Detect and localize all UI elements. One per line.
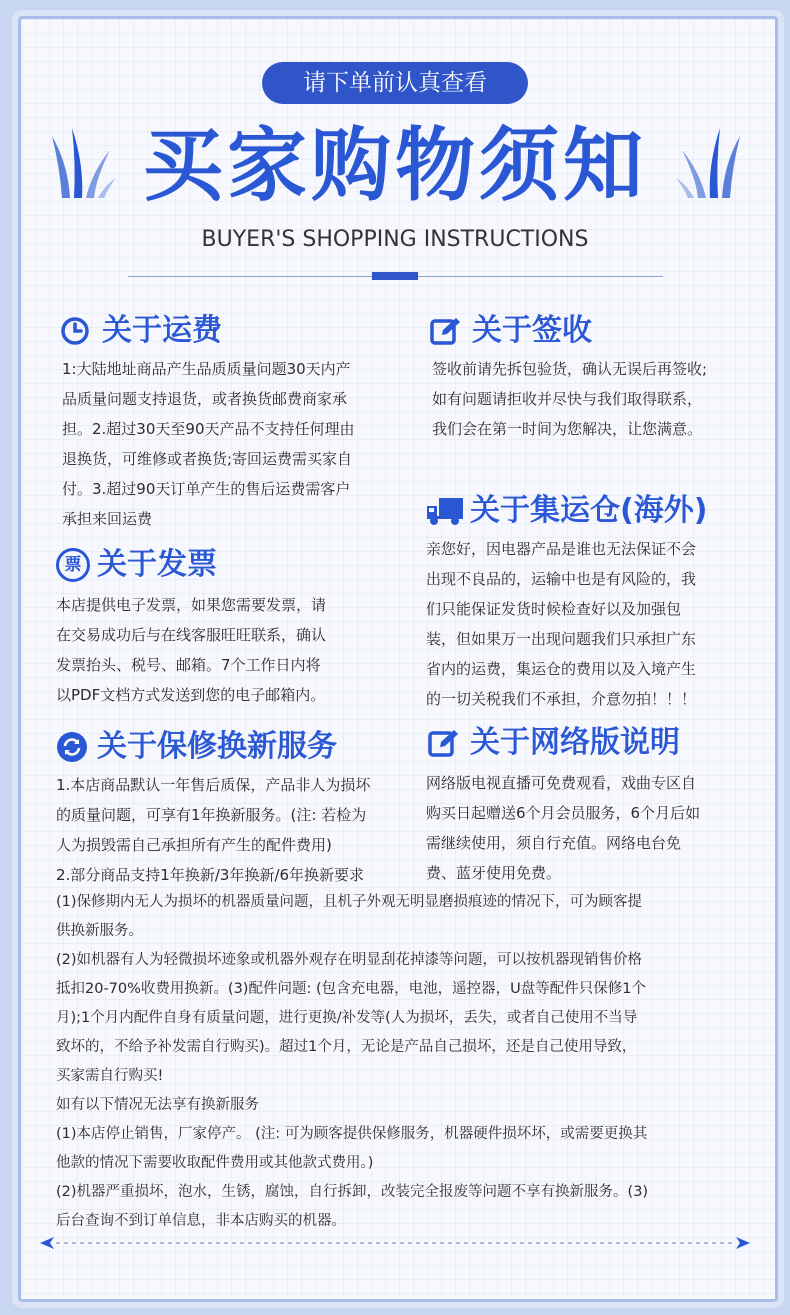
section-heading-warehouse: 关于集运仓(海外) [470,493,708,528]
text-line: (1)保修期内无人为损坏的机器质量问题，且机子外观无明显磨损痕迹的情况下，可为顾客提 [56,894,643,910]
text-line: 们只能保证发货时候检查好以及加强包 [426,600,682,618]
text-line: 的一切关税我们不承担，介意勿拍！！！ [426,690,697,708]
text-line: 费、蓝牙使用免费。 [426,864,562,882]
text-line: 买家需自行购买! [56,1068,164,1084]
section-heading-online: 关于网络版说明 [470,725,680,760]
edit-icon [430,315,462,347]
section-text-receipt [432,354,752,444]
text-line: 以PDF文档方式发送到您的电子邮箱内。 [56,686,326,704]
text-line: 退换货，可维修或者换货;寄回运费需买家自 [62,450,353,468]
text-line: 的质量问题，可享有1年换新服务。(注: 若检为 [56,806,367,824]
text-line: 省内的运费，集运仓的费用以及入境产生 [426,660,697,678]
text-line: 后台查询不到订单信息，非本店购买的机器。 [56,1213,346,1229]
text-line: 出现不良品的，运输中也是有风险的，我 [426,570,697,588]
text-line: 付。3.超过90天订单产生的售后运费需客户 [62,480,351,498]
notice-pill: 请下单前认真查看 [262,62,528,104]
text-line: (1)本店停止销售，厂家停产。 (注: 可为顾客提供保修服务，机器硬件损坏坏，或需要更换其 [56,1126,648,1142]
text-line: 承担来回运费 [62,510,153,528]
section-text-warranty-body [56,888,756,1236]
text-line: 亲您好，因电器产品是谁也无法保证不会 [426,540,697,558]
text-line: 他款的情况下需要收取配件费用或其他款式费用。) [56,1155,374,1171]
text-line: 担。2.超过30天至90天产品不支持任何理由 [62,420,355,438]
text-line: 品质量问题支持退货，或者换货邮费商家承 [62,390,348,408]
text-line: 供换新服务。 [56,923,143,939]
page-subtitle: BUYER'S SHOPPING INSTRUCTIONS [201,227,589,252]
section-text-online [426,768,756,888]
text-line: 如有以下情况无法享有换新服务 [56,1097,259,1113]
refresh-icon [55,730,89,764]
text-line: 抵扣20-70%收费用换新。(3)配件问题: (包含充电器，电池，遥控器，U盘等配件只保修1个 [56,981,646,997]
text-line: 我们会在第一时间为您解决，让您满意。 [432,420,703,438]
text-line: 2.部分商品支持1年换新/3年换新/6年换新要求 [56,866,365,884]
text-line: 发票抬头、税号、邮箱。7个工作日内将 [56,656,321,674]
section-heading-invoice: 关于发票 [97,547,217,582]
truck-icon [425,496,465,526]
text-line: 如有问题请拒收并尽快与我们取得联系， [432,390,703,408]
invoice-icon: 票 [56,548,90,582]
section-text-shipping [62,354,412,534]
divider-accent [372,272,418,280]
section-text-invoice [56,590,406,710]
text-line: 装，但如果万一出现问题我们只承担广东 [426,630,697,648]
double-arrow-divider-icon [40,1236,750,1250]
text-line: 网络版电视直播可免费观看，戏曲专区自 [426,774,697,792]
text-line: 人为损毁需自己承担所有产生的配件费用) [56,836,332,854]
text-line: 本店提供电子发票，如果您需要发票，请 [56,596,327,614]
section-heading-shipping: 关于运费 [102,313,222,348]
text-line: 1:大陆地址商品产生品质质量问题30天内产 [62,360,351,378]
section-heading-warranty: 关于保修换新服务 [97,729,337,764]
section-text-warehouse [426,534,756,714]
clock-icon [60,316,90,346]
section-text-warranty-top [56,770,416,890]
text-line: (2)如机器有人为轻微损坏迹象或机器外观存在明显刮花掉漆等问题，可以按机器现销售价格 [56,952,643,968]
text-line: 1.本店商品默认一年售后质保，产品非人为损坏 [56,776,371,794]
text-line: 购买日起赠送6个月会员服务，6个月后如 [426,804,701,822]
text-line: 致坏的，不给予补发需自行购买)。超过1个月，无论是产品自己损坏，还是自己使用导致， [56,1039,637,1055]
text-line: 在交易成功后与在线客服旺旺联系，确认 [56,626,327,644]
text-line: (2)机器严重损坏，泡水，生锈，腐蚀，自行拆卸，改装完全报废等问题不享有换新服务。(3) [56,1184,649,1200]
text-line: 签收前请先拆包验货，确认无误后再签收; [432,360,708,378]
text-line: 月);1个月内配件自身有质量问题，进行更换/补发等(人为损坏，丢失，或者自己使用不当导 [56,1010,638,1026]
text-line: 需继续使用，须自行充值。网络电台免 [426,834,682,852]
section-heading-receipt: 关于签收 [472,313,592,348]
edit-icon [428,727,460,759]
page-title: 买家购物须知 [143,119,647,212]
